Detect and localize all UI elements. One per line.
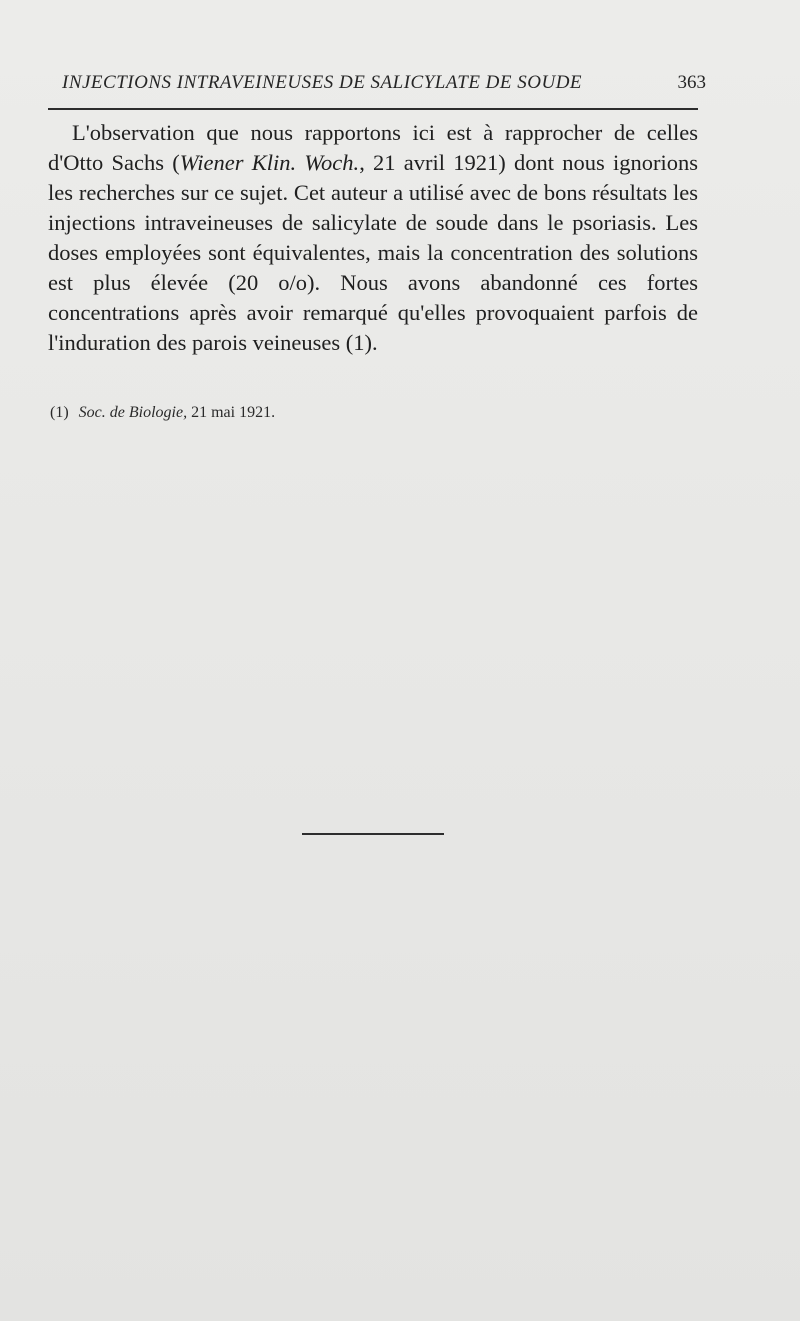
footnote-marker: (1) [50,404,69,421]
paragraph-text-start: L'observation que nous rapportons ici est à rapprocher de celles d'Otto Sachs ( [48,120,698,175]
journal-citation: Wiener Klin. Woch. [179,150,360,175]
footnote-date: 21 mai 1921. [191,404,276,421]
paragraph-text-rest: , 21 avril 1921) dont nous ignorions les recherches sur ce sujet. Cet auteur a utilisé avec de bons résultats les injections intraveineuses de salicylate de soude dans le psoriasis. Les doses employées sont équivalentes, mais la concentration des solutions est plus élevée (20 o/o). Nous avons abandonné ces fortes concentrations après avoir remarqué qu'elles provoquaient parfois de l'induration des parois veineuses (1). [48,150,699,355]
main-text [48,118,698,358]
footnote [48,402,698,424]
page-number: 363 [677,72,706,93]
running-title: INJECTIONS INTRAVEINEUSES DE SALICYLATE DE SOUDE [62,72,583,93]
running-header [62,72,706,100]
header-rule [48,108,698,110]
footnote-source: Soc. de Biologie, [78,404,188,421]
body-paragraph [48,118,698,358]
section-end-rule [302,833,444,835]
